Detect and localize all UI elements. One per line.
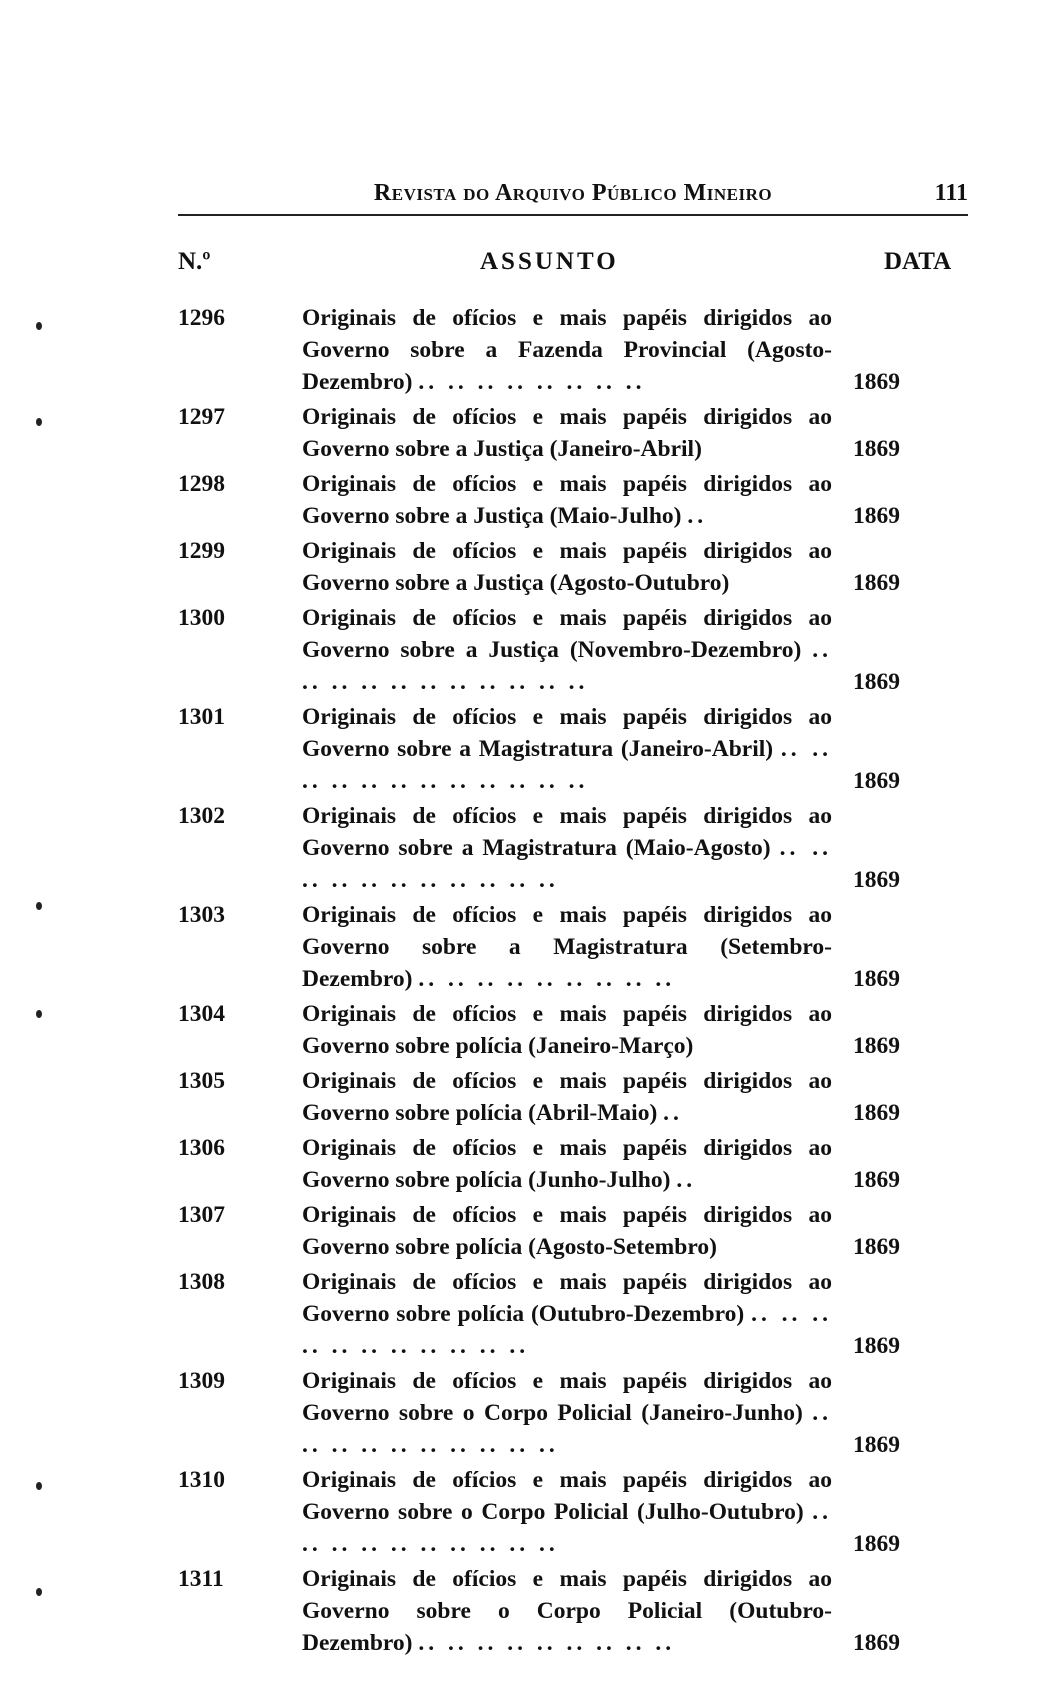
entry-subject <box>302 1132 832 1196</box>
entry-subject <box>302 899 832 995</box>
scan-speck <box>36 902 42 910</box>
entry-subject <box>302 401 832 465</box>
entry-date: 1869 <box>853 1167 900 1193</box>
entry-number: 1296 <box>178 305 225 331</box>
entry-number: 1299 <box>178 538 225 564</box>
entry-subject-text: Originais de ofícios e mais papéis dirigidos ao Governo sobre polícia (Junho-Julho) <box>302 1135 832 1193</box>
dot-leader: .. .. .. .. .. .. .. .. .. .. .. .. <box>302 736 833 794</box>
column-header-number: N.º <box>178 248 211 275</box>
column-header-date: DATA <box>884 248 952 275</box>
entry-date: 1869 <box>853 669 900 695</box>
entry-date: 1869 <box>853 1100 900 1126</box>
entry-number: 1305 <box>178 1068 225 1094</box>
entry-subject <box>302 535 832 599</box>
entry-date: 1869 <box>853 436 900 462</box>
list-item <box>178 468 968 532</box>
list-item <box>178 899 968 995</box>
entry-date: 1869 <box>853 1630 900 1656</box>
entry-subject <box>302 800 832 896</box>
entry-date: 1869 <box>853 966 900 992</box>
entry-subject-text: Originais de ofícios e mais papéis dirigidos ao Governo sobre polícia (Janeiro-Março) <box>302 1001 832 1059</box>
list-item <box>178 535 968 599</box>
entry-subject-text: Originais de ofícios e mais papéis dirigidos ao Governo sobre a Magistratura (Maio-Agosto) <box>302 803 832 861</box>
entry-subject <box>302 998 832 1062</box>
entry-date: 1869 <box>853 1531 900 1557</box>
entry-subject-text: Originais de ofícios e mais papéis dirigidos ao Governo sobre a Justiça (Agosto-Outubro) <box>302 538 832 596</box>
entry-date: 1869 <box>853 1432 900 1458</box>
entry-number: 1297 <box>178 404 225 430</box>
entry-date: 1869 <box>853 1033 900 1059</box>
entry-date: 1869 <box>853 369 900 395</box>
entry-subject-text: Originais de ofícios e mais papéis dirigidos ao Governo sobre o Corpo Policial (Janeiro-Junho) <box>302 1368 832 1426</box>
running-head <box>178 180 968 216</box>
entry-number: 1308 <box>178 1269 225 1295</box>
entry-subject <box>302 1199 832 1263</box>
list-item <box>178 1563 968 1659</box>
list-item <box>178 401 968 465</box>
dot-leader: .. <box>687 503 708 529</box>
entry-subject-text: Originais de ofícios e mais papéis dirigidos ao Governo sobre o Corpo Policial (Outubro-Dezembro) <box>302 1566 832 1656</box>
entry-subject-text: Originais de ofícios e mais papéis dirigidos ao Governo sobre polícia (Abril-Maio) <box>302 1068 832 1126</box>
dot-leader: .. .. .. .. .. .. .. .. <box>418 369 646 395</box>
entry-date: 1869 <box>853 1333 900 1359</box>
dot-leader: .. <box>676 1167 697 1193</box>
scan-speck <box>36 1010 42 1018</box>
entry-number: 1302 <box>178 803 225 829</box>
entry-subject <box>302 1065 832 1129</box>
page-number: 111 <box>934 180 968 206</box>
entry-number: 1307 <box>178 1202 225 1228</box>
list-item <box>178 1464 968 1560</box>
list-item <box>178 998 968 1062</box>
entry-subject <box>302 602 832 698</box>
entry-subject-text: Originais de ofícios e mais papéis dirigidos ao Governo sobre polícia (Agosto-Setembro) <box>302 1202 832 1260</box>
entry-subject-text: Originais de ofícios e mais papéis dirigidos ao Governo sobre a Justiça (Novembro-Dezembro) <box>302 605 832 663</box>
dot-leader: .. .. .. .. .. .. .. .. .. .. .. <box>302 637 832 695</box>
entry-subject-text: Originais de ofícios e mais papéis dirigidos ao Governo sobre a Justiça (Maio-Julho) <box>302 471 832 529</box>
list-item <box>178 1365 968 1461</box>
entry-subject <box>302 1266 832 1362</box>
list-item <box>178 800 968 896</box>
scan-speck <box>36 322 42 330</box>
dot-leader: .. .. .. .. .. .. .. .. .. .. .. <box>302 1301 833 1359</box>
list-item <box>178 701 968 797</box>
entry-subject-text: Originais de ofícios e mais papéis dirigidos ao Governo sobre a Justiça (Janeiro-Abril) <box>302 404 832 462</box>
entry-number: 1301 <box>178 704 225 730</box>
scan-speck <box>36 418 42 426</box>
entry-subject-text: Originais de ofícios e mais papéis dirigidos ao Governo sobre a Magistratura (Janeiro-Abril) <box>302 704 832 762</box>
list-item <box>178 1266 968 1362</box>
dot-leader: .. .. .. .. .. .. .. .. .. .. <box>302 1400 832 1458</box>
list-item <box>178 1199 968 1263</box>
entry-subject-text: Originais de ofícios e mais papéis dirigidos ao Governo sobre polícia (Outubro-Dezembro) <box>302 1269 832 1327</box>
journal-title: Revista do Arquivo Público Mineiro <box>373 180 773 206</box>
scan-speck <box>36 1482 42 1490</box>
entry-subject <box>302 1365 832 1461</box>
entry-subject-text: Originais de ofícios e mais papéis dirigidos ao Governo sobre a Magistratura (Setembro-Dezembro) <box>302 902 832 992</box>
entry-number: 1304 <box>178 1001 225 1027</box>
scan-speck <box>36 1588 42 1596</box>
entry-number: 1298 <box>178 471 225 497</box>
entry-number: 1311 <box>178 1566 224 1592</box>
list-item <box>178 1132 968 1196</box>
dot-leader: .. .. .. .. .. .. .. .. .. .. <box>302 1499 832 1557</box>
entry-date: 1869 <box>853 867 900 893</box>
entry-subject <box>302 468 832 532</box>
entry-subject <box>302 701 832 797</box>
entry-subject-text: Originais de ofícios e mais papéis dirigidos ao Governo sobre o Corpo Policial (Julho-Outubro) <box>302 1467 832 1525</box>
entry-subject <box>302 1563 832 1659</box>
dot-leader: .. .. .. .. .. .. .. .. .. <box>418 1630 676 1656</box>
list-item <box>178 1065 968 1129</box>
entry-subject-text: Originais de ofícios e mais papéis dirigidos ao Governo sobre a Fazenda Provincial (Agosto-Dezembro) <box>302 305 832 395</box>
entry-list <box>178 302 968 1662</box>
entry-subject <box>302 1464 832 1560</box>
entry-date: 1869 <box>853 570 900 596</box>
entry-date: 1869 <box>853 768 900 794</box>
entry-number: 1309 <box>178 1368 225 1394</box>
dot-leader: .. <box>663 1100 683 1126</box>
entry-number: 1300 <box>178 605 225 631</box>
entry-subject <box>302 302 832 398</box>
column-header-subject: ASSUNTO <box>480 248 619 275</box>
dot-leader: .. .. .. .. .. .. .. .. .. <box>418 966 676 992</box>
entry-number: 1303 <box>178 902 225 928</box>
entry-number: 1306 <box>178 1135 225 1161</box>
entry-number: 1310 <box>178 1467 225 1493</box>
entry-date: 1869 <box>853 503 900 529</box>
list-item <box>178 602 968 698</box>
list-item <box>178 302 968 398</box>
entry-date: 1869 <box>853 1234 900 1260</box>
dot-leader: .. .. .. .. .. .. .. .. .. .. .. <box>302 835 833 893</box>
